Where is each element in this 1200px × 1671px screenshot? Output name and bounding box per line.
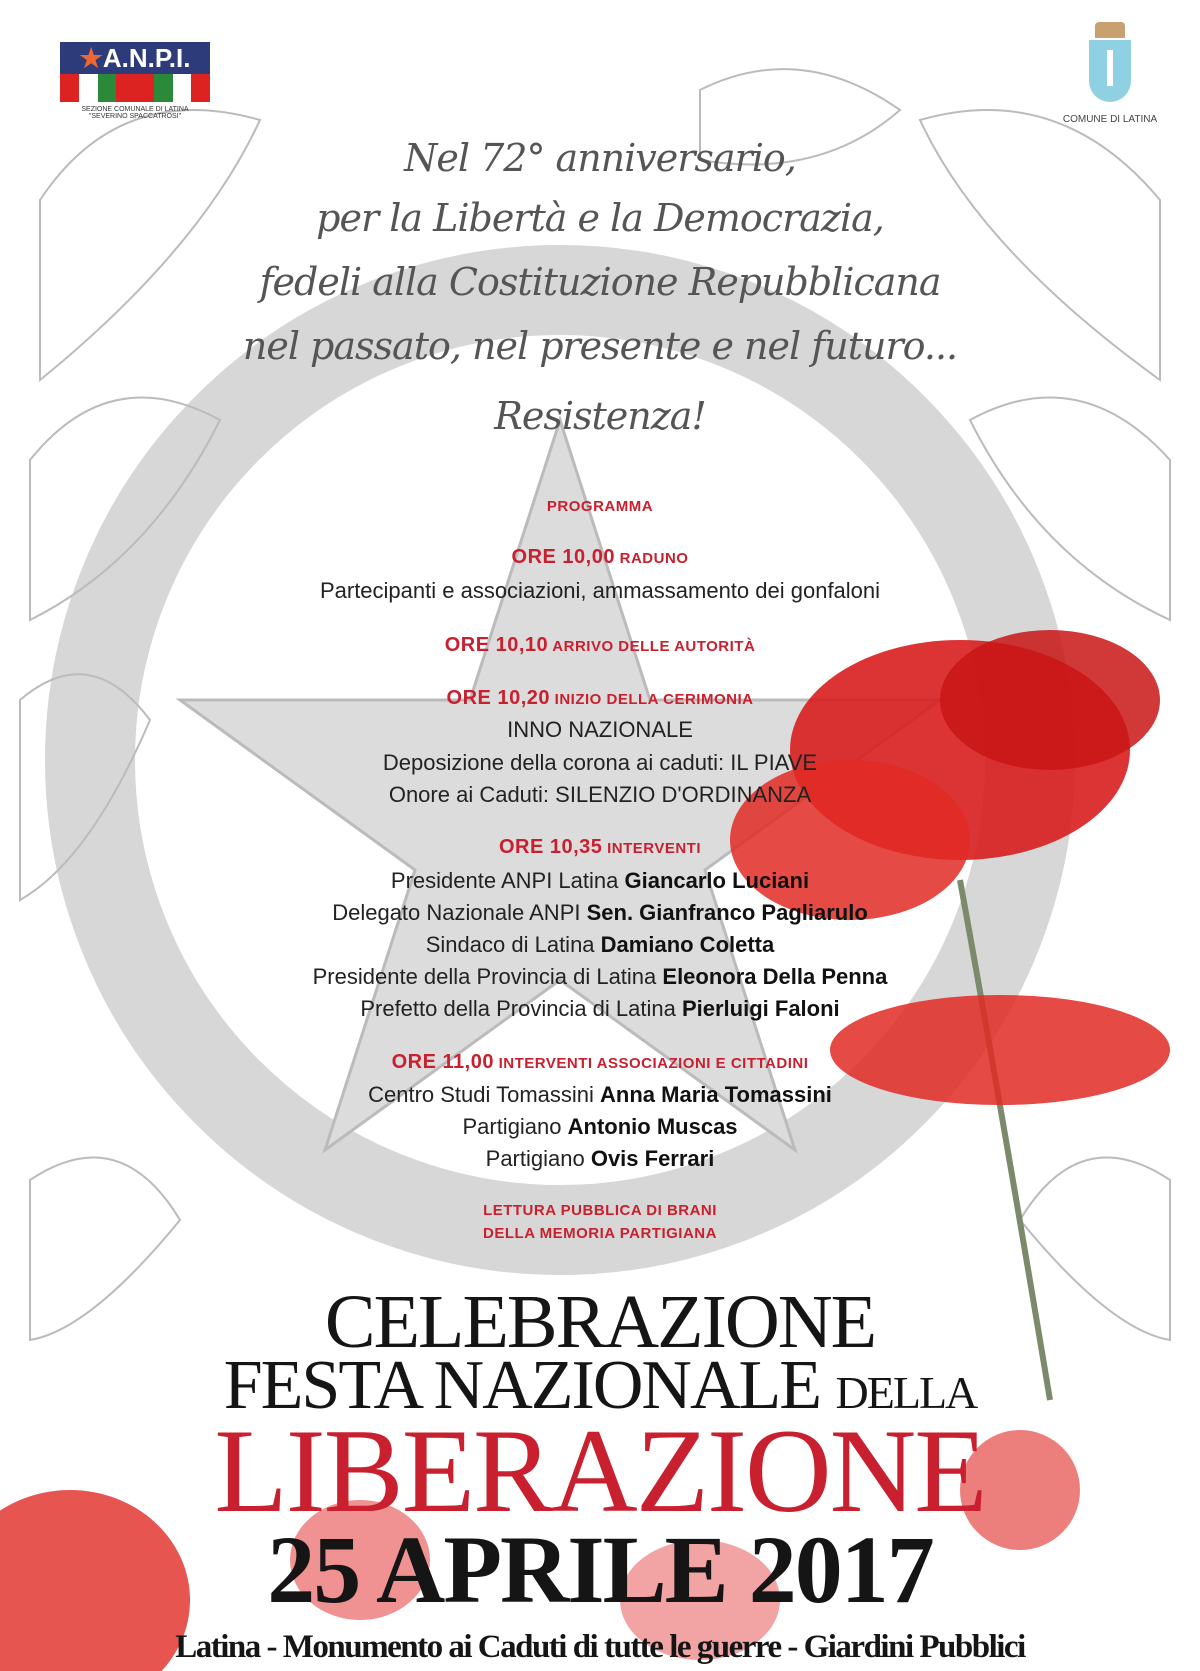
event-date: 25 APRILE 2017 <box>267 1516 933 1623</box>
speaker-line: Presidente della Provincia di Latina Eleonora Della Penna <box>312 964 888 989</box>
anpi-logo: ★A.N.P.I. SEZIONE COMUNALE DI LATINA "SEVERINO SPACCATROSI" <box>60 42 210 120</box>
closing-line-2: DELLA MEMORIA PARTIGIANA <box>483 1225 717 1242</box>
event-location: Latina - Monumento ai Caduti di tutte le guerre - Giardini Pubblici <box>175 1629 1025 1665</box>
program-time: ORE 11,00 INTERVENTI ASSOCIAZIONI E CITTADINI <box>391 1051 809 1073</box>
speaker-line: Partigiano Antonio Muscas <box>462 1114 738 1139</box>
headline-line-5: Resistenza! <box>494 394 706 438</box>
anpi-name: A.N.P.I. <box>102 43 191 73</box>
comune-label: COMUNE DI LATINA <box>1062 114 1158 125</box>
speaker-line: Delegato Nazionale ANPI Sen. Gianfranco Pagliarulo <box>332 900 868 925</box>
headline-line-3: fedeli alla Costituzione Repubblicana <box>259 260 941 304</box>
speaker-line: Sindaco di Latina Damiano Coletta <box>425 932 775 957</box>
program-time: ORE 10,35 INTERVENTI <box>498 836 702 858</box>
program-time: ORE 10,20 INIZIO DELLA CERIMONIA <box>446 687 754 709</box>
headline-line-1: Nel 72° anniversario, <box>404 136 796 180</box>
title-liberazione: LIBERAZIONE <box>214 1404 986 1537</box>
closing-line-1: LETTURA PUBBLICA DI BRANI <box>483 1202 717 1219</box>
speaker-line: Partigiano Ovis Ferrari <box>485 1146 715 1171</box>
headline-line-2: per la Libertà e la Democrazia, <box>316 196 884 240</box>
program-time: ORE 10,10 ARRIVO DELLE AUTORITÀ <box>444 634 756 656</box>
anpi-section: SEZIONE COMUNALE DI LATINA <box>81 106 189 113</box>
crown-icon <box>1095 22 1125 38</box>
anpi-subtitle: "SEVERINO SPACCATROSI" <box>88 113 182 120</box>
speaker-line: Prefetto della Provincia di Latina Pierluigi Faloni <box>360 996 840 1021</box>
program-line: Partecipanti e associazioni, ammassamento dei gonfaloni <box>319 578 881 603</box>
comune-logo <box>1040 22 1180 125</box>
speaker-line: Presidente ANPI Latina Giancarlo Luciani <box>390 868 810 893</box>
program-line: Deposizione della corona ai caduti: IL PIAVE <box>382 750 818 775</box>
title-festa-nazionale: FESTA NAZIONALE DELLA <box>223 1347 977 1424</box>
program-title: PROGRAMMA <box>546 498 654 515</box>
program-line: Onore ai Caduti: SILENZIO D'ORDINANZA <box>388 782 812 807</box>
program-time: ORE 10,00 RADUNO <box>511 546 689 568</box>
speaker-line: Centro Studi Tomassini Anna Maria Tomassini <box>368 1082 832 1107</box>
coat-of-arms-icon <box>1089 40 1131 102</box>
headline-line-4: nel passato, nel presente e nel futuro... <box>242 324 958 368</box>
program-line: INNO NAZIONALE <box>507 717 693 742</box>
title-celebrazione: CELEBRAZIONE <box>324 1280 876 1364</box>
